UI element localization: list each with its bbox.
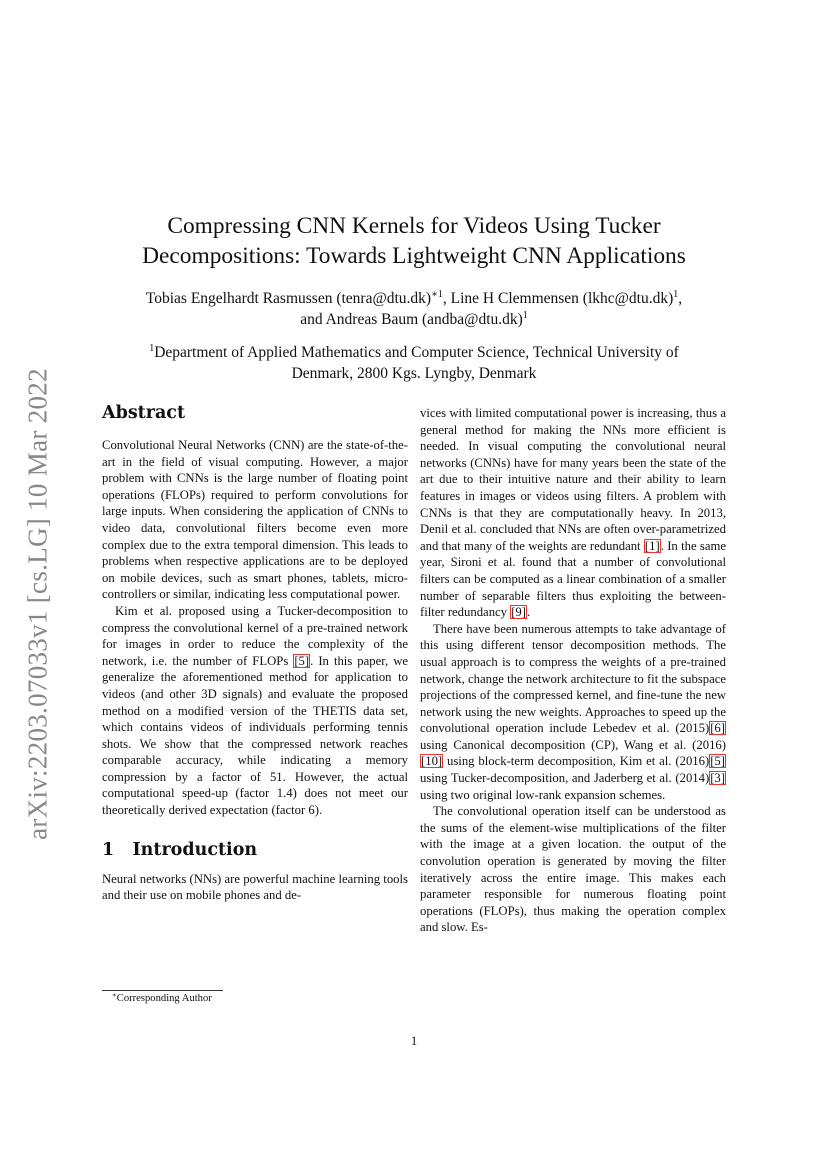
page-number: 1 — [410, 1034, 418, 1048]
footnote-rule — [102, 990, 223, 991]
right-p2-text-3: using block-term decomposition, Kim et al. (2016) — [443, 754, 710, 769]
right-p1-text-3: . — [526, 605, 531, 620]
right-p1-text-1: vices with limited computational power is increasing, thus a general method for making the NNs more efficient is needed. In visual computing the convolutional neural networks (CNNs) have for many years been the state of the art due to their intuitive nature and their ability to learn features in images or videos using filters. A problem with CNNs is that they are computationally heavy. In 2013, Denil et al. concluded that NNs are often over-parametrized and that many of the weights are redundant — [420, 406, 726, 553]
author-1: Tobias Engelhardt Rasmussen (tenra@dtu.dk) — [145, 290, 432, 307]
footnote — [112, 993, 212, 1004]
author-2-mark: 1 — [673, 289, 679, 300]
citation-link[interactable]: [1] — [644, 538, 660, 553]
introduction-heading — [102, 839, 408, 861]
right-p2-text-1: There have been numerous attempts to take advantage of this using different tensor decomposition methods. The usual approach is to compress the weights of a pre-trained network, change the network architecture to fit the subspace projections of the compressed kernel, and fine-tune the new network using the new weights. Approaches to speed up the convolutional operation include Lebedev et al. (2015) — [420, 621, 726, 736]
abstract-paragraph-2 — [102, 603, 408, 819]
author-separator: , — [678, 290, 683, 307]
right-p1-text-2: . In the same year, Sironi et al. found that a number of convolutional filters can be computed as a linear combination of a smaller number of separable filters thus exploiting the between-filter redundancy — [420, 538, 726, 620]
affiliation — [0, 342, 828, 384]
arxiv-identifier-text: arXiv:2203.07033v1 [cs.LG] 10 Mar 2022 — [22, 368, 53, 840]
abstract-paragraph-1: Convolutional Neural Networks (CNN) are the state-of-the-art in the field of visual computing. However, a major problem with CNNs is the large number of floating point operations (FLOPs) required to perform convolutions for large inputs. When considering the application of CNNs to video data, convolutional filters become even more complex due to the extra temporal dimension. This leads to problems when respective applications are to be deployed on mobile devices, such as smart phones, tablets, micro-controllers or similar, indicating less computational power. — [102, 438, 408, 602]
right-p2-text-4: using Tucker-decomposition, and Jaderberg et al. (2014) — [420, 771, 710, 786]
title-line-2: Decompositions: Towards Lightweight CNN Applications — [142, 243, 686, 269]
citation-link[interactable]: [5] — [294, 653, 310, 668]
right-column — [420, 402, 726, 936]
abstract-p2-text-1: Kim et al. proposed using a Tucker-decomposition to compress the convolutional kernel of a pre-trained network for images in order to reduce the complexity of the network, i.e. the number of FLOPs — [102, 603, 408, 668]
citation-link[interactable]: [10] — [421, 754, 443, 769]
left-column — [102, 402, 408, 904]
section-number: 1 — [102, 839, 115, 860]
abstract-p2-text-2: . In this paper, we generalize the aforementioned method for application to videos (and other 3D signals) and evaluate the proposed method on a modified version of the THETIS data set, which contains videos of individuals performing tennis shots. We show that the compressed network reaches comparable accuracy, while indicating a memory compression by a factor of 51. However, the actual computational speed-up (factor 1.4) does not meet our theoretically derived expectation (factor 6). — [102, 653, 408, 818]
affiliation-line-2: Denmark, 2800 Kgs. Lyngby, Denmark — [291, 365, 537, 382]
citation-link[interactable]: [3] — [710, 771, 725, 786]
right-p2-text-2: using Canonical decomposition (CP), Wang et al. (2016) — [420, 737, 726, 752]
right-paragraph-3: The convolutional operation itself can be understood as the sums of the element-wise multiplications of the filter with the image at a given location. the output of the convolution operation is generated by moving the filter iteratively across the entire image. This makes each parameter responsible for numerous floating point operations (FLOPs), thus making the operation complex and slow. Es- — [420, 804, 726, 935]
citation-link[interactable]: [6] — [710, 721, 725, 736]
section-title: Introduction — [132, 839, 258, 860]
right-p2-text-5: using two original low-rank expansion schemes. — [420, 787, 666, 802]
author-1-mark: ∗1 — [431, 289, 443, 300]
introduction-paragraph-1: Neural networks (NNs) are powerful machine learning tools and their use on mobile phones and de- — [102, 871, 408, 903]
abstract-heading: Abstract — [102, 403, 186, 423]
affiliation-line-1: Department of Applied Mathematics and Computer Science, Technical University of — [154, 344, 679, 361]
title-line-1: Compressing CNN Kernels for Videos Using Tucker — [167, 213, 661, 239]
affiliation-mark: 1 — [149, 343, 155, 354]
footnote-mark: ∗ — [112, 991, 117, 999]
citation-link[interactable]: [9] — [511, 605, 526, 620]
right-paragraph-2 — [420, 621, 726, 804]
footnote-text: Corresponding Author — [116, 993, 212, 1004]
author-3-mark: 1 — [522, 310, 528, 321]
author-list — [0, 288, 828, 330]
right-paragraph-1 — [420, 405, 726, 621]
author-3: and Andreas Baum (andba@dtu.dk) — [300, 311, 523, 328]
citation-link[interactable]: [5] — [710, 754, 725, 769]
author-2: , Line H Clemmensen (lkhc@dtu.dk) — [442, 290, 674, 307]
paper-title — [0, 211, 828, 271]
